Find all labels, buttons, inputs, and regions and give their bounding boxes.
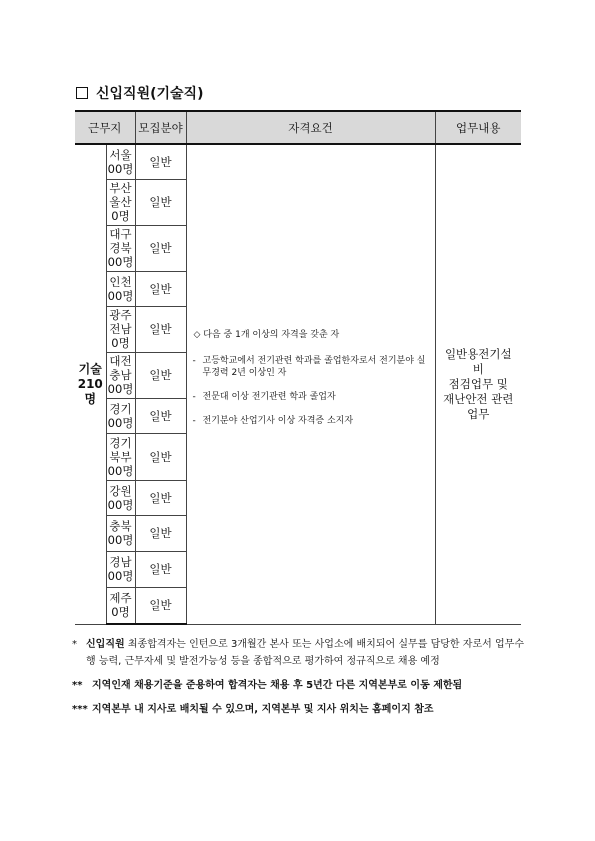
field-cell: 일반 xyxy=(135,587,186,624)
qualifications-cell xyxy=(186,144,435,624)
region-cell: 충북 00명 xyxy=(106,515,135,551)
field-cell: 일반 xyxy=(135,480,186,515)
region-cell: 경남 00명 xyxy=(106,551,135,587)
footnote xyxy=(72,677,524,694)
footnote xyxy=(72,636,524,670)
checkbox-square-icon xyxy=(76,87,88,99)
region-cell: 서울 00명 xyxy=(106,144,135,179)
header-field: 모집분야 xyxy=(135,111,186,144)
footnotes xyxy=(72,636,524,725)
region-cell: 경기 00명 xyxy=(106,398,135,433)
footnote-text: 지역인재 채용기준을 준용하여 합격자는 채용 후 5년간 다른 지역본부로 이동 제한됨 xyxy=(92,680,463,691)
duties-cell: 일반용전기설비 점검업무 및 재난안전 관련 업무 xyxy=(435,144,521,624)
footnote-bold-lead: 신입직원 xyxy=(86,639,125,650)
footnote xyxy=(72,701,524,718)
table-row xyxy=(75,144,521,179)
field-cell: 일반 xyxy=(135,144,186,179)
region-cell: 인천 00명 xyxy=(106,271,135,306)
region-cell: 대구 경북 00명 xyxy=(107,227,134,269)
field-cell: 일반 xyxy=(135,398,186,433)
region-cell: 부산 울산 0명 xyxy=(106,179,135,225)
field-cell: 일반 xyxy=(135,271,186,306)
section-heading xyxy=(76,83,203,103)
footnote-text: 최종합격자는 인턴으로 3개월간 본사 또는 사업소에 배치되어 실무를 담당한 자로서 업무수행 능력, 근무자세 및 발전가능성 등을 종합적으로 평가하여 정규직으로 채용 예정 xyxy=(86,639,524,667)
field-cell: 일반 xyxy=(135,352,186,398)
region-cell: 광주 전남 0명 xyxy=(106,306,135,352)
section-title: 신입직원(기술직) xyxy=(96,86,204,102)
field-cell: 일반 xyxy=(135,433,186,480)
field-cell: 일반 xyxy=(135,515,186,551)
header-duties: 업무내용 xyxy=(435,111,521,144)
recruitment-table xyxy=(75,110,521,625)
table-header-row xyxy=(75,111,521,144)
qualification-item: - 고등학교에서 전기관련 학과를 졸업한자로서 전기분야 실무경력 2년 이상인 자 xyxy=(192,356,426,379)
header-location: 근무지 xyxy=(75,111,135,144)
total-cell: 기술 210명 xyxy=(75,144,106,624)
footnote-text: 지역본부 내 지사로 배치될 수 있으며, 지역본부 및 지사 위치는 홈페이지 참조 xyxy=(92,704,434,715)
qualification-item: - 전문대 이상 전기관련 학과 졸업자 xyxy=(192,392,336,403)
region-cell: 경기 북부 00명 xyxy=(106,433,135,480)
footnote-mark: *** xyxy=(72,704,88,715)
region-cell: 대전 충남 00명 xyxy=(107,354,134,396)
field-cell: 일반 xyxy=(135,551,186,587)
field-cell: 일반 xyxy=(135,306,186,352)
footnote-mark: ** xyxy=(72,680,83,691)
region-cell: 제주 0명 xyxy=(106,587,135,624)
field-cell: 일반 xyxy=(135,225,186,271)
field-cell: 일반 xyxy=(135,179,186,225)
footnote-mark: * xyxy=(72,639,77,650)
header-qualifications: 자격요건 xyxy=(186,111,435,144)
region-cell: 강원 00명 xyxy=(106,480,135,515)
qualification-item: - 전기분야 산업기사 이상 자격증 소지자 xyxy=(192,416,354,427)
qualifications-intro: ◇ 다음 중 1개 이상의 자격을 갖춘 자 xyxy=(193,330,340,341)
